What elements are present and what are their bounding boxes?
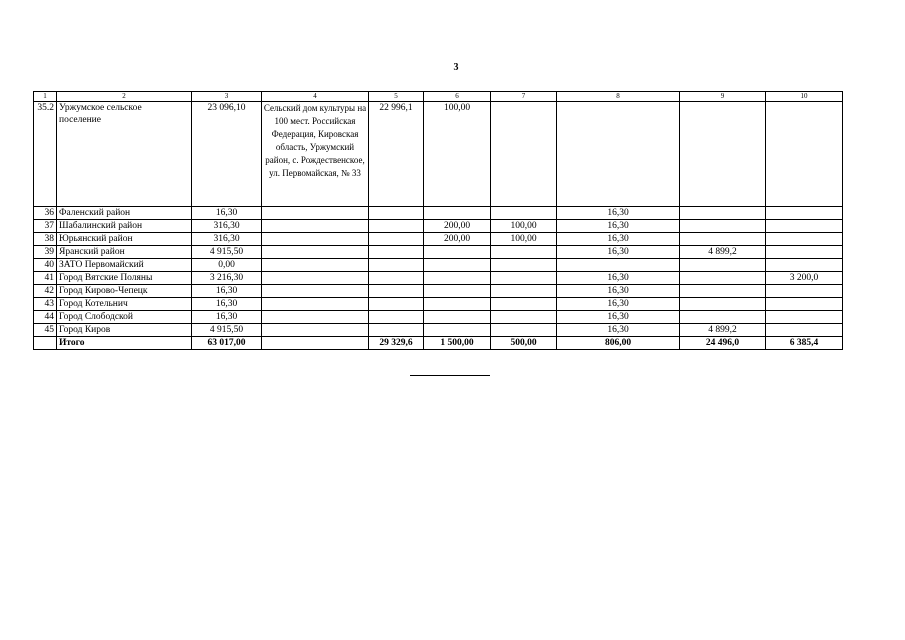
cell-col3: 0,00 bbox=[192, 259, 262, 272]
cell-col5 bbox=[369, 298, 424, 311]
cell-col4 bbox=[262, 220, 369, 233]
cell-col7 bbox=[491, 259, 557, 272]
row-number: 39 bbox=[34, 246, 57, 259]
row-name: Город Слободской bbox=[57, 311, 192, 324]
cell-col5 bbox=[369, 233, 424, 246]
cell-col5 bbox=[369, 220, 424, 233]
cell-col4 bbox=[262, 272, 369, 285]
table-row bbox=[34, 324, 843, 337]
row-name: ЗАТО Первомайский bbox=[57, 259, 192, 272]
cell-col7: 100,00 bbox=[491, 233, 557, 246]
total-col7: 500,00 bbox=[491, 337, 557, 350]
cell-col6 bbox=[424, 285, 491, 298]
table-row bbox=[34, 102, 843, 207]
cell-col5 bbox=[369, 272, 424, 285]
cell-col4 bbox=[262, 285, 369, 298]
cell-col3: 316,30 bbox=[192, 233, 262, 246]
row-number: 44 bbox=[34, 311, 57, 324]
cell-col9: 4 899,2 bbox=[680, 246, 766, 259]
row-name: Яранский район bbox=[57, 246, 192, 259]
cell-col3: 16,30 bbox=[192, 311, 262, 324]
total-label: Итого bbox=[57, 337, 192, 350]
cell-col5 bbox=[369, 311, 424, 324]
table-row bbox=[34, 259, 843, 272]
column-number: 6 bbox=[424, 92, 491, 102]
row-name: Фаленский район bbox=[57, 207, 192, 220]
cell-col9 bbox=[680, 220, 766, 233]
total-col9: 24 496,0 bbox=[680, 337, 766, 350]
row-name: Город Котельнич bbox=[57, 298, 192, 311]
table-row bbox=[34, 285, 843, 298]
cell-col4 bbox=[262, 324, 369, 337]
cell-col6 bbox=[424, 246, 491, 259]
cell-col8: 16,30 bbox=[557, 285, 680, 298]
cell-col6 bbox=[424, 259, 491, 272]
total-col4 bbox=[262, 337, 369, 350]
column-number: 8 bbox=[557, 92, 680, 102]
cell-col9 bbox=[680, 233, 766, 246]
row-name: Уржумское сельское поселение bbox=[57, 102, 192, 207]
end-divider-line bbox=[410, 375, 490, 376]
cell-col5: 22 996,1 bbox=[369, 102, 424, 207]
cell-col3: 23 096,10 bbox=[192, 102, 262, 207]
cell-col8 bbox=[557, 259, 680, 272]
cell-col8 bbox=[557, 102, 680, 207]
row-name: Город Вятские Поляны bbox=[57, 272, 192, 285]
total-col5: 29 329,6 bbox=[369, 337, 424, 350]
cell-col3: 316,30 bbox=[192, 220, 262, 233]
cell-col8: 16,30 bbox=[557, 220, 680, 233]
cell-col3: 4 915,50 bbox=[192, 324, 262, 337]
cell-col9 bbox=[680, 272, 766, 285]
total-col10: 6 385,4 bbox=[766, 337, 843, 350]
column-number: 3 bbox=[192, 92, 262, 102]
cell-col7 bbox=[491, 246, 557, 259]
cell-col7 bbox=[491, 311, 557, 324]
cell-col10 bbox=[766, 259, 843, 272]
cell-col10 bbox=[766, 102, 843, 207]
cell-col7 bbox=[491, 324, 557, 337]
cell-col3: 4 915,50 bbox=[192, 246, 262, 259]
cell-col8: 16,30 bbox=[557, 272, 680, 285]
cell-col10 bbox=[766, 207, 843, 220]
cell-col9 bbox=[680, 285, 766, 298]
row-number bbox=[34, 337, 57, 350]
cell-col6: 200,00 bbox=[424, 233, 491, 246]
column-number: 9 bbox=[680, 92, 766, 102]
cell-col9 bbox=[680, 102, 766, 207]
cell-col8: 16,30 bbox=[557, 311, 680, 324]
cell-col3: 16,30 bbox=[192, 207, 262, 220]
row-number: 37 bbox=[34, 220, 57, 233]
row-number: 45 bbox=[34, 324, 57, 337]
cell-col7: 100,00 bbox=[491, 220, 557, 233]
cell-col7 bbox=[491, 298, 557, 311]
cell-col7 bbox=[491, 285, 557, 298]
cell-col8: 16,30 bbox=[557, 246, 680, 259]
cell-col10: 3 200,0 bbox=[766, 272, 843, 285]
cell-col4 bbox=[262, 259, 369, 272]
cell-col5 bbox=[369, 259, 424, 272]
cell-col6 bbox=[424, 324, 491, 337]
cell-col9 bbox=[680, 259, 766, 272]
cell-col10 bbox=[766, 285, 843, 298]
cell-col10 bbox=[766, 311, 843, 324]
cell-col9 bbox=[680, 207, 766, 220]
cell-col7 bbox=[491, 272, 557, 285]
row-name: Шабалинский район bbox=[57, 220, 192, 233]
column-number: 2 bbox=[57, 92, 192, 102]
cell-col6 bbox=[424, 298, 491, 311]
row-number: 42 bbox=[34, 285, 57, 298]
budget-table bbox=[33, 91, 843, 350]
cell-col7 bbox=[491, 102, 557, 207]
cell-col6: 100,00 bbox=[424, 102, 491, 207]
table-row bbox=[34, 311, 843, 324]
cell-col3: 16,30 bbox=[192, 285, 262, 298]
column-number-row bbox=[34, 92, 843, 102]
row-number: 43 bbox=[34, 298, 57, 311]
column-number: 10 bbox=[766, 92, 843, 102]
row-name: Юрьянский район bbox=[57, 233, 192, 246]
cell-col8: 16,30 bbox=[557, 324, 680, 337]
table-row bbox=[34, 220, 843, 233]
table-row bbox=[34, 246, 843, 259]
cell-col5 bbox=[369, 246, 424, 259]
row-name: Город Киров bbox=[57, 324, 192, 337]
total-col3: 63 017,00 bbox=[192, 337, 262, 350]
cell-col5 bbox=[369, 207, 424, 220]
cell-col3: 16,30 bbox=[192, 298, 262, 311]
column-number: 1 bbox=[34, 92, 57, 102]
row-number: 38 bbox=[34, 233, 57, 246]
page-number: 3 bbox=[453, 62, 459, 73]
cell-col4 bbox=[262, 233, 369, 246]
cell-col7 bbox=[491, 207, 557, 220]
cell-col6 bbox=[424, 207, 491, 220]
cell-col3: 3 216,30 bbox=[192, 272, 262, 285]
cell-col10 bbox=[766, 246, 843, 259]
table-row bbox=[34, 233, 843, 246]
cell-col6: 200,00 bbox=[424, 220, 491, 233]
row-number: 36 bbox=[34, 207, 57, 220]
cell-col4 bbox=[262, 207, 369, 220]
cell-col10 bbox=[766, 324, 843, 337]
cell-col9 bbox=[680, 311, 766, 324]
cell-col10 bbox=[766, 233, 843, 246]
row-name: Город Кирово-Чепецк bbox=[57, 285, 192, 298]
total-col6: 1 500,00 bbox=[424, 337, 491, 350]
row-number: 40 bbox=[34, 259, 57, 272]
column-number: 5 bbox=[369, 92, 424, 102]
total-row bbox=[34, 337, 843, 350]
cell-col10 bbox=[766, 298, 843, 311]
column-number: 4 bbox=[262, 92, 369, 102]
column-number: 7 bbox=[491, 92, 557, 102]
cell-col6 bbox=[424, 311, 491, 324]
total-col8: 806,00 bbox=[557, 337, 680, 350]
cell-col5 bbox=[369, 324, 424, 337]
table-row bbox=[34, 207, 843, 220]
cell-col4 bbox=[262, 311, 369, 324]
row-number: 35.2 bbox=[34, 102, 57, 207]
cell-col5 bbox=[369, 285, 424, 298]
cell-col10 bbox=[766, 220, 843, 233]
cell-col9 bbox=[680, 298, 766, 311]
cell-col6 bbox=[424, 272, 491, 285]
cell-col8: 16,30 bbox=[557, 207, 680, 220]
cell-col8: 16,30 bbox=[557, 298, 680, 311]
cell-col4 bbox=[262, 298, 369, 311]
table-row bbox=[34, 298, 843, 311]
cell-col4 bbox=[262, 246, 369, 259]
cell-col8: 16,30 bbox=[557, 233, 680, 246]
cell-col9: 4 899,2 bbox=[680, 324, 766, 337]
row-number: 41 bbox=[34, 272, 57, 285]
cell-col4: Сельский дом культуры на 100 мест. Российская Федерация, Кировская область, Уржумский район, с. Рождественское, ул. Первомайская, № 33 bbox=[262, 102, 369, 207]
table-row bbox=[34, 272, 843, 285]
